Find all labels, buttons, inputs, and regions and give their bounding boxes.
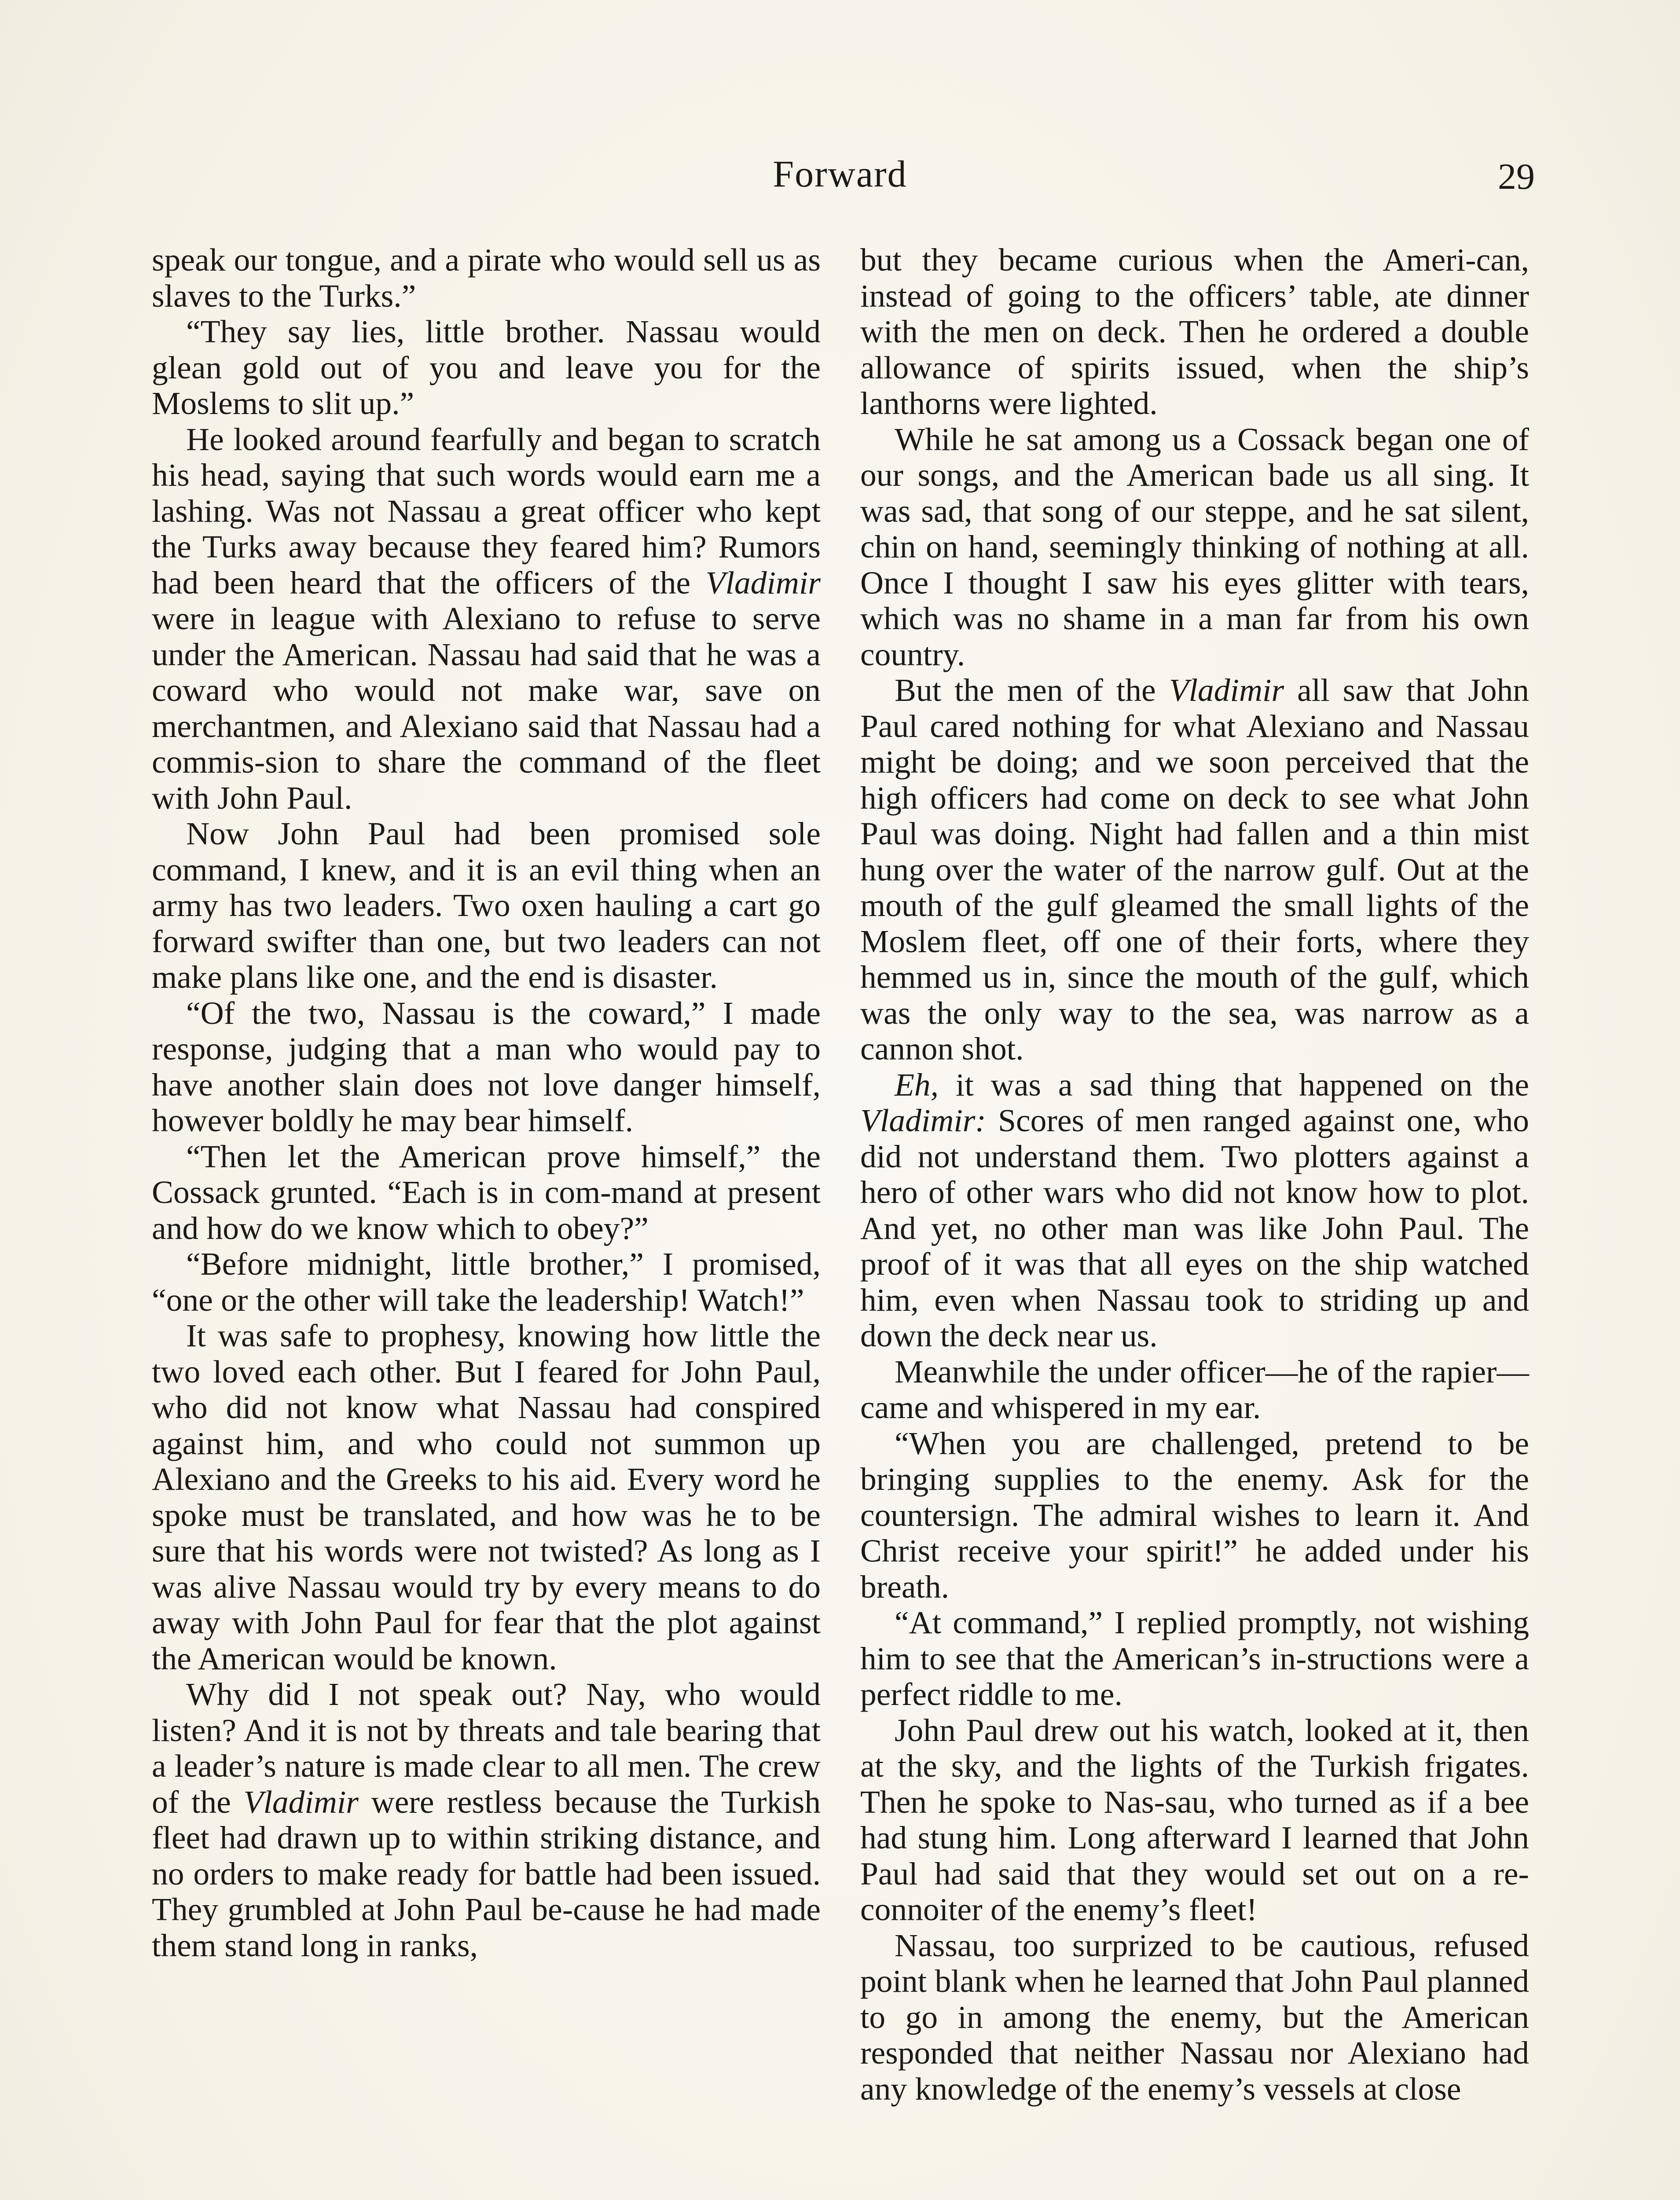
paragraph [152,314,821,422]
paragraph [152,1318,821,1676]
paragraph-text: “They say lies, little brother. Nassau would glean gold out of you and leave you for the Moslems to slit up.” [152,314,821,421]
paragraph [152,995,821,1139]
ship-name: Vladimir: [860,1103,986,1138]
paragraph-text: Meanwhile the under officer—he of the rapier—came and whispered in my ear. [860,1353,1529,1425]
paragraph [152,816,821,995]
paragraph-text: Now John Paul had been promised sole command, I knew, and it is an evil thing when an army has two leaders. Two oxen hauling a cart go forward swifter than one, but two leaders can not make plans like one, and the end is disaster. [152,816,821,995]
running-head [0,152,1680,205]
paragraph-text: all saw that John Paul cared nothing for what Alexiano and Nassau might be doing; and we soon perceived that the high officers had come on deck to see what John Paul was doing. Night had fallen and a thin mist hung over the water of the narrow gulf. Out at the mouth of the gulf gleamed the small lights of the Moslem fleet, off one of their forts, where they hemmed us in, since the mouth of the gulf, which was the only way to the sea, was narrow as a cannon shot. [860,672,1529,1067]
paragraph [152,422,821,816]
paragraph-text: “At command,” I replied promptly, not wishing him to see that the American’s in-structions were a perfect riddle to me. [860,1605,1529,1712]
paragraph-text: were in league with Alexiano to refuse to serve under the American. Nassau had said that he was a coward who would not make war, save on merchantmen, and Alexiano said that Nassau had a commis-sion to share the command of the fleet with John Paul. [152,601,821,816]
paragraph-text: Nassau, too surprized to be cautious, refused point blank when he learned that John Paul planned to go in among the enemy, but the American responded that neither Nassau nor Alexiano had any knowledge of the enemy’s vessels at close [860,1927,1529,2107]
paragraph [860,672,1529,1067]
interjection: Eh, [895,1067,939,1103]
ship-name: Vladimir [705,565,821,601]
paragraph-text: It was safe to prophesy, knowing how little the two loved each other. But I feared for John Paul, who did not know what Nassau had conspired against him, and who could not summon up Alexiano and the Greeks to his aid. Every word he spoke must be translated, and how was he to be sure that his words were not twisted? As long as I was alive Nassau would try by every means to do away with John Paul for fear that the plot against the American would be known. [152,1318,821,1676]
page-number: 29 [1498,156,1535,197]
paragraph [860,1067,1529,1354]
paragraph-text: but they became curious when the Ameri-can, instead of going to the officers’ table, ate dinner with the men on deck. Then he ordered a double allowance of spirits issued, when the ship’s lanthorns were lighted. [860,242,1529,421]
running-title: Forward [773,153,907,195]
paragraph-text: “When you are challenged, pretend to be bringing supplies to the enemy. Ask for the countersign. The admiral wishes to learn it. And Christ receive your spirit!” he added under his breath. [860,1425,1529,1605]
paragraph-text: But the men of the [895,672,1169,708]
right-column [860,242,1529,2107]
paragraph-text: it was a sad thing that happened on the [939,1067,1529,1103]
paragraph [860,242,1529,422]
paragraph-text: He looked around fearfully and began to scratch his head, saying that such words would earn me a lashing. Was not Nassau a great officer who kept the Turks away because they feared him? Rumors had been heard that the officers of the [152,421,821,601]
paragraph [152,1246,821,1318]
ship-name: Vladimir [243,1784,359,1820]
paragraph [860,422,1529,673]
paragraph [152,1139,821,1247]
paragraph [860,1928,1529,2107]
paragraph-text: were restless because the Turkish fleet had drawn up to within striking distance, and no orders to make ready for battle had been issued. They grumbled at John Paul be-cause he had made them stand long in ranks, [152,1784,821,1963]
paragraph [860,1426,1529,1605]
ship-name: Vladimir [1169,672,1284,708]
paragraph-text: “Of the two, Nassau is the coward,” I made response, judging that a man who would pay to have another slain does not love danger himself, however boldly he may bear himself. [152,995,821,1138]
left-column [152,242,821,1963]
paragraph-text: Why did I not speak out? Nay, who would listen? And it is not by threats and tale bearing that a leader’s nature is made clear to all men. The crew of the [152,1676,821,1820]
paragraph-text: While he sat among us a Cossack began one of our songs, and the American bade us all sing. It was sad, that song of our steppe, and he sat silent, chin on hand, seemingly thinking of nothing at all. Once I thought I saw his eyes glitter with tears, which was no shame in a man far from his own country. [860,421,1529,672]
paragraph-text: John Paul drew out his watch, looked at it, then at the sky, and the lights of the Turkish frigates. Then he spoke to Nas-sau, who turned as if a bee had stung him. Long afterward I learned that John Paul had said that they would set out on a re-connoiter of the enemy’s fleet! [860,1712,1529,1927]
paragraph-text: speak our tongue, and a pirate who would sell us as slaves to the Turks.” [152,242,821,314]
paragraph-text: Scores of men ranged against one, who did not understand them. Two plotters against a hero of other wars who did not know how to plot. And yet, no other man was like John Paul. The proof of it was that all eyes on the ship watched him, even when Nassau took to striding up and down the deck near us. [860,1103,1529,1353]
paragraph [860,1354,1529,1426]
paragraph [152,242,821,314]
paragraph [860,1712,1529,1928]
paragraph [860,1605,1529,1712]
paragraph-text: “Then let the American prove himself,” the Cossack grunted. “Each is in com-mand at present and how do we know which to obey?” [152,1138,821,1246]
paragraph [152,1676,821,1963]
paragraph-text: “Before midnight, little brother,” I promised, “one or the other will take the leadership! Watch!” [152,1246,821,1318]
